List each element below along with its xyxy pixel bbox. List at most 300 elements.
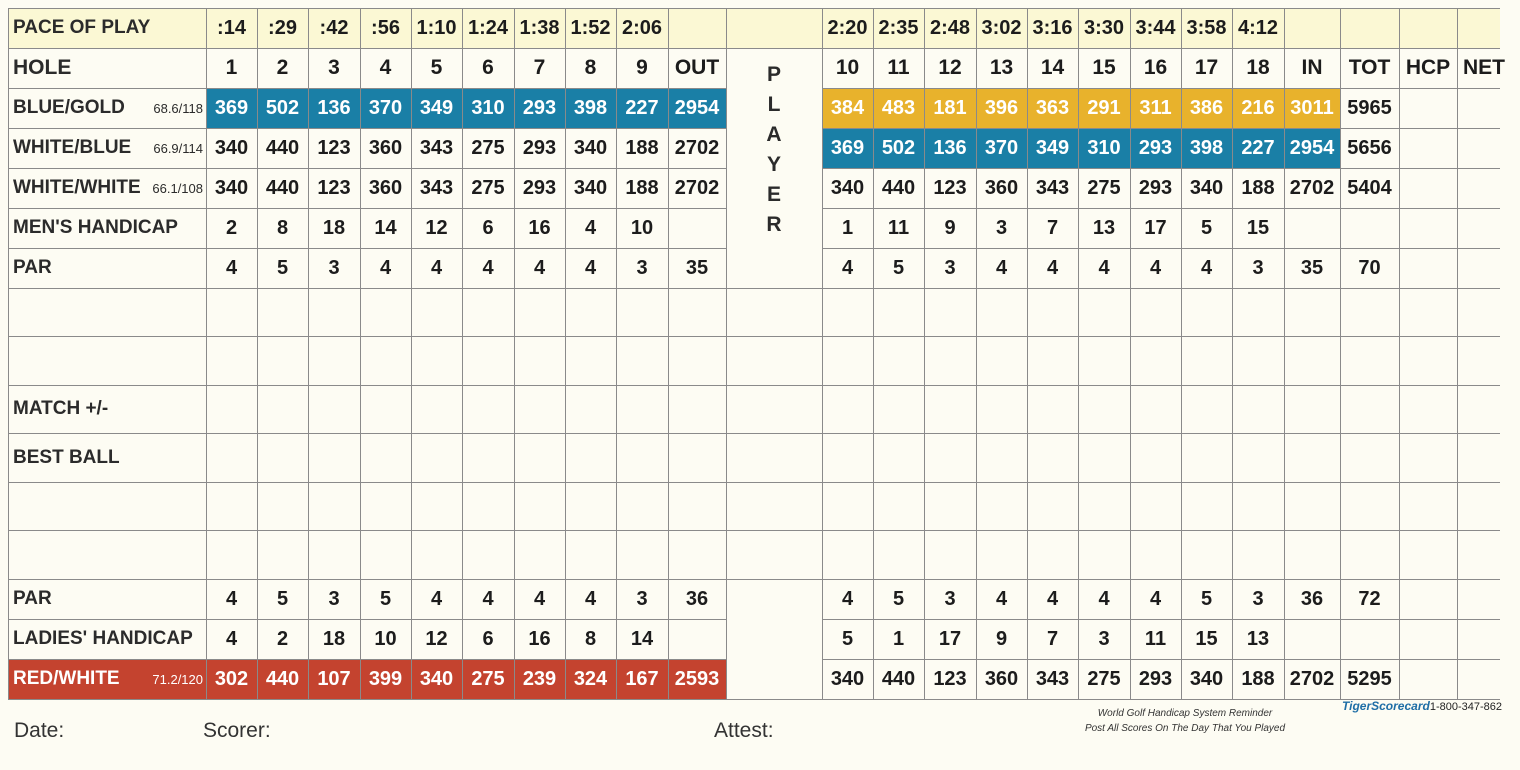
cell-best-ball-hole-15 xyxy=(1078,434,1130,483)
cell-par-ladies-hole-8: 4 xyxy=(584,587,597,610)
cell-pace-hole-5: 1:10 xyxy=(416,16,457,39)
cell-white-white-hole-13: 360 xyxy=(984,176,1019,199)
cell-par-men-hole-3: 3 xyxy=(328,256,340,279)
grid-line xyxy=(257,8,258,699)
cell-player-4-hole-11 xyxy=(873,531,924,580)
cell-best-ball-tot xyxy=(1340,434,1399,483)
cell-player-1-hole-14 xyxy=(1027,288,1078,337)
cell-player-1-hole-17 xyxy=(1181,288,1232,337)
grid-line xyxy=(514,8,515,699)
cell-white-blue-hcp xyxy=(1399,128,1457,168)
cell-player-1-tot xyxy=(1340,288,1399,337)
grid-line xyxy=(8,88,726,89)
cell-mens-hcp-hole-16: 17 xyxy=(1144,216,1167,239)
cell-white-blue-hole-12: 136 xyxy=(924,128,976,168)
cell-player-3-hole-10 xyxy=(822,482,873,531)
cell-ladies-hcp-hole-10: 5 xyxy=(841,627,854,650)
row-label-text: MEN'S HANDICAP xyxy=(13,217,178,238)
cell-match-net xyxy=(1457,385,1520,434)
cell-hole-hcp: HCP xyxy=(1405,56,1451,79)
cell-ladies-hcp-hcp xyxy=(1399,619,1457,659)
cell-par-men-hole-13: 4 xyxy=(995,256,1008,279)
row-label-player-3 xyxy=(8,482,206,531)
row-label-white-blue xyxy=(8,128,206,168)
player-letter: A xyxy=(766,123,782,146)
cell-mens-hcp-hole-7: 16 xyxy=(528,216,551,239)
cell-red-white-hole-5: 340 xyxy=(411,659,462,699)
cell-player-2-hole-18 xyxy=(1232,337,1284,386)
cell-mens-hcp-hole-1: 2 xyxy=(225,216,238,239)
cell-par-ladies-tot: 72 xyxy=(1358,587,1381,610)
cell-match-hole-18 xyxy=(1232,385,1284,434)
cell-blue-gold-hole-12: 181 xyxy=(924,88,976,128)
cell-player-2-hole-7 xyxy=(514,337,565,386)
cell-player-4-hole-12 xyxy=(924,531,976,580)
cell-player-1-out xyxy=(668,288,726,337)
row-label-white-white xyxy=(8,168,206,208)
cell-player-4-hole-9 xyxy=(616,531,668,580)
player-letter: P xyxy=(766,63,781,86)
cell-player-4-hole-5 xyxy=(411,531,462,580)
row-label-blue-gold xyxy=(8,88,206,128)
brand-phone: 1-800-347-862 xyxy=(1429,701,1502,713)
cell-best-ball-hole-11 xyxy=(873,434,924,483)
cell-hole-tot: TOT xyxy=(1348,56,1391,79)
cell-par-men-hole-16: 4 xyxy=(1149,256,1162,279)
cell-blue-gold-hole-14: 363 xyxy=(1027,88,1078,128)
grid-line xyxy=(8,619,726,620)
cell-blue-gold-hole-3: 136 xyxy=(308,88,360,128)
cell-par-men-hole-7: 4 xyxy=(533,256,546,279)
cell-match-in xyxy=(1284,385,1340,434)
cell-hole-hole-11: 11 xyxy=(887,56,910,79)
cell-blue-gold-hole-6: 310 xyxy=(462,88,514,128)
row-label-text: WHITE/BLUE xyxy=(13,137,132,158)
cell-player-2-hole-2 xyxy=(257,337,308,386)
cell-player-3-in xyxy=(1284,482,1340,531)
row-label-mens-hcp xyxy=(8,208,206,248)
cell-white-blue-hole-2: 440 xyxy=(265,136,300,159)
cell-ladies-hcp-hole-7: 16 xyxy=(528,627,551,650)
cell-mens-hcp-hole-4: 14 xyxy=(374,216,397,239)
cell-player-1-hole-2 xyxy=(257,288,308,337)
cell-pace-net xyxy=(1457,8,1520,48)
cell-pace-hole-7: 1:38 xyxy=(519,16,560,39)
row-label-text: PAR xyxy=(13,588,52,609)
cell-pace-hole-18: 4:12 xyxy=(1237,16,1279,39)
grid-line xyxy=(8,579,726,580)
cell-par-ladies-hole-10: 4 xyxy=(841,587,854,610)
row-label-text: LADIES' HANDICAP xyxy=(13,628,193,649)
cell-hole-hole-7: 7 xyxy=(533,56,546,79)
cell-pace-hole-16: 3:44 xyxy=(1135,16,1176,39)
cell-hole-hole-18: 18 xyxy=(1246,56,1270,79)
cell-player-4-hole-1 xyxy=(206,531,257,580)
grid-line xyxy=(8,659,726,660)
cell-player-2-hole-15 xyxy=(1078,337,1130,386)
cell-mens-hcp-hole-3: 18 xyxy=(322,216,346,239)
cell-pace-hole-15: 3:30 xyxy=(1083,16,1125,39)
cell-pace-hole-17: 3:58 xyxy=(1186,16,1227,39)
cell-pace-hole-9: 2:06 xyxy=(621,16,663,39)
row-label-hole xyxy=(8,48,206,88)
cell-player-2-hole-1 xyxy=(206,337,257,386)
cell-best-ball-hole-14 xyxy=(1027,434,1078,483)
cell-white-blue-hole-18: 227 xyxy=(1232,128,1284,168)
cell-match-hole-6 xyxy=(462,385,514,434)
cell-player-1-hole-15 xyxy=(1078,288,1130,337)
cell-hole-hole-10: 10 xyxy=(835,56,860,79)
cell-red-white-hole-17: 340 xyxy=(1189,667,1224,690)
cell-mens-hcp-out xyxy=(668,208,726,248)
cell-player-2-hole-12 xyxy=(924,337,976,386)
row-label-red-white xyxy=(8,659,206,699)
grid-line xyxy=(976,8,977,699)
cell-blue-gold-hole-10: 384 xyxy=(822,88,873,128)
grid-line xyxy=(8,168,726,169)
cell-mens-hcp-hole-13: 3 xyxy=(995,216,1008,239)
cell-player-1-hole-12 xyxy=(924,288,976,337)
grid-line xyxy=(726,482,822,483)
cell-red-white-in: 2702 xyxy=(1289,667,1335,690)
cell-player-2-hole-6 xyxy=(462,337,514,386)
cell-player-1-hole-7 xyxy=(514,288,565,337)
cell-best-ball-hole-9 xyxy=(616,434,668,483)
cell-red-white-hole-3: 107 xyxy=(308,659,360,699)
cell-mens-hcp-hole-9: 10 xyxy=(630,216,654,239)
cell-mens-hcp-hcp xyxy=(1399,208,1457,248)
cell-white-blue-hole-6: 275 xyxy=(471,136,505,159)
cell-hole-hole-16: 16 xyxy=(1143,56,1168,79)
cell-player-3-out xyxy=(668,482,726,531)
cell-par-men-in: 35 xyxy=(1300,256,1324,279)
cell-white-blue-hole-16: 293 xyxy=(1130,128,1181,168)
cell-player-1-hole-4 xyxy=(360,288,411,337)
cell-player-1-hole-3 xyxy=(308,288,360,337)
cell-red-white-hole-2: 440 xyxy=(257,659,308,699)
cell-best-ball-hole-16 xyxy=(1130,434,1181,483)
cell-white-blue-hole-3: 123 xyxy=(317,136,351,159)
cell-par-men-hole-12: 3 xyxy=(944,256,956,279)
cell-pace-hole-3: :42 xyxy=(319,16,349,39)
cell-blue-gold-hole-7: 293 xyxy=(514,88,565,128)
cell-red-white-hole-1: 302 xyxy=(206,659,257,699)
grid-line xyxy=(668,8,669,699)
cell-player-4-hole-16 xyxy=(1130,531,1181,580)
cell-white-blue-hole-13: 370 xyxy=(976,128,1027,168)
course-rating: 66.1/108 xyxy=(152,180,203,196)
cell-hole-in: IN xyxy=(1301,56,1323,79)
row-label-par-ladies xyxy=(8,579,206,619)
cell-red-white-hole-4: 399 xyxy=(360,659,411,699)
grid-line xyxy=(8,433,726,434)
cell-player-2-hcp xyxy=(1399,337,1457,386)
cell-ladies-hcp-hole-17: 15 xyxy=(1195,627,1218,650)
cell-mens-hcp-tot xyxy=(1340,208,1399,248)
cell-par-men-hole-8: 4 xyxy=(584,256,597,279)
cell-hole-hole-3: 3 xyxy=(328,56,340,79)
row-label-text: PACE OF PLAY xyxy=(13,17,151,38)
row-label-player-1 xyxy=(8,288,206,337)
grid-line xyxy=(726,8,822,9)
cell-player-2-hole-17 xyxy=(1181,337,1232,386)
cell-white-white-hole-4: 360 xyxy=(368,176,403,199)
cell-pace-hole-1: :14 xyxy=(217,16,246,39)
cell-player-4-hole-2 xyxy=(257,531,308,580)
cell-best-ball-hole-18 xyxy=(1232,434,1284,483)
cell-pace-hole-4: :56 xyxy=(371,16,400,39)
row-label-best-ball xyxy=(8,434,206,483)
cell-blue-gold-out: 2954 xyxy=(668,88,726,128)
cell-hole-hole-4: 4 xyxy=(379,56,392,79)
cell-player-3-hcp xyxy=(1399,482,1457,531)
player-letter: L xyxy=(767,93,781,116)
course-rating: 71.2/120 xyxy=(152,671,203,687)
cell-player-3-hole-17 xyxy=(1181,482,1232,531)
grid-line xyxy=(873,8,874,699)
cell-ladies-hcp-hole-6: 6 xyxy=(482,627,494,650)
cell-pace-hcp xyxy=(1399,8,1457,48)
row-label-player-4 xyxy=(8,531,206,580)
cell-player-1-hcp xyxy=(1399,288,1457,337)
row-label-pace xyxy=(8,8,206,48)
row-label-match xyxy=(8,385,206,434)
cell-player-4-hole-14 xyxy=(1027,531,1078,580)
cell-par-men-hole-17: 4 xyxy=(1200,256,1213,279)
cell-mens-hcp-hole-18: 15 xyxy=(1246,216,1270,239)
cell-ladies-hcp-net xyxy=(1457,619,1520,659)
cell-blue-gold-hole-16: 311 xyxy=(1130,88,1181,128)
cell-player-4-in xyxy=(1284,531,1340,580)
cell-best-ball-net xyxy=(1457,434,1520,483)
cell-par-ladies-hcp xyxy=(1399,579,1457,619)
cell-mens-hcp-hole-15: 13 xyxy=(1092,216,1116,239)
cell-white-blue-hole-8: 340 xyxy=(573,136,608,159)
grid-line xyxy=(726,48,822,49)
cell-match-hole-17 xyxy=(1181,385,1232,434)
cell-player-4-hole-3 xyxy=(308,531,360,580)
cell-white-blue-hole-14: 349 xyxy=(1027,128,1078,168)
cell-player-4-hole-7 xyxy=(514,531,565,580)
grid-line xyxy=(726,336,822,337)
cell-par-ladies-hole-16: 4 xyxy=(1149,587,1162,610)
cell-white-white-hole-7: 293 xyxy=(522,176,557,199)
cell-player-3-tot xyxy=(1340,482,1399,531)
cell-red-white-tot: 5295 xyxy=(1347,667,1392,690)
cell-white-white-hole-8: 340 xyxy=(573,176,608,199)
grid-line xyxy=(8,530,726,531)
cell-hole-hole-5: 5 xyxy=(430,56,443,79)
cell-hole-hole-13: 13 xyxy=(989,56,1014,79)
grid-line xyxy=(462,8,463,699)
cell-ladies-hcp-hole-12: 17 xyxy=(938,627,962,650)
cell-best-ball-hole-17 xyxy=(1181,434,1232,483)
cell-player-2-hole-16 xyxy=(1130,337,1181,386)
cell-white-white-out: 2702 xyxy=(674,176,720,199)
cell-white-blue-hole-15: 310 xyxy=(1078,128,1130,168)
cell-mens-hcp-hole-2: 8 xyxy=(276,216,289,239)
cell-pace-hole-13: 3:02 xyxy=(981,16,1022,39)
row-label-text: MATCH +/- xyxy=(13,398,109,420)
cell-match-hole-16 xyxy=(1130,385,1181,434)
cell-par-ladies-out: 36 xyxy=(685,587,709,610)
cell-pace-hole-2: :29 xyxy=(268,16,297,39)
cell-player-2-hole-4 xyxy=(360,337,411,386)
cell-pace-out xyxy=(668,8,726,48)
cell-hole-hole-1: 1 xyxy=(225,56,238,79)
row-label-text: BEST BALL xyxy=(13,446,120,468)
cell-player-3-hole-8 xyxy=(565,482,616,531)
cell-white-blue-hole-11: 502 xyxy=(873,128,924,168)
cell-mens-hcp-hole-14: 7 xyxy=(1046,216,1059,239)
grid-line xyxy=(1130,8,1131,699)
cell-player-4-hole-13 xyxy=(976,531,1027,580)
cell-match-out xyxy=(668,385,726,434)
cell-player-2-out xyxy=(668,337,726,386)
grid-line xyxy=(411,8,412,699)
cell-blue-gold-tot: 5965 xyxy=(1347,96,1392,119)
cell-player-4-hole-6 xyxy=(462,531,514,580)
cell-player-2-hole-10 xyxy=(822,337,873,386)
cell-player-1-hole-9 xyxy=(616,288,668,337)
cell-red-white-hcp xyxy=(1399,659,1457,699)
cell-par-men-hcp xyxy=(1399,248,1457,288)
cell-best-ball-hole-5 xyxy=(411,434,462,483)
cell-player-4-hole-17 xyxy=(1181,531,1232,580)
cell-ladies-hcp-hole-2: 2 xyxy=(276,627,289,650)
grid-line xyxy=(1027,8,1028,699)
cell-par-men-hole-5: 4 xyxy=(430,256,443,279)
cell-blue-gold-hole-17: 386 xyxy=(1181,88,1232,128)
cell-player-3-hole-5 xyxy=(411,482,462,531)
cell-mens-hcp-hole-8: 4 xyxy=(584,216,597,239)
cell-hole-hole-8: 8 xyxy=(584,56,597,79)
cell-player-3-hole-9 xyxy=(616,482,668,531)
cell-pace-in xyxy=(1284,8,1340,48)
cell-blue-gold-hole-2: 502 xyxy=(257,88,308,128)
player-letter: E xyxy=(766,183,781,206)
scorer-label: Scorer: xyxy=(203,719,271,742)
cell-white-white-hole-18: 188 xyxy=(1241,176,1275,199)
cell-red-white-hole-7: 239 xyxy=(514,659,565,699)
grid-line xyxy=(726,530,822,531)
cell-white-white-hcp xyxy=(1399,168,1457,208)
cell-player-1-hole-11 xyxy=(873,288,924,337)
cell-par-ladies-hole-9: 3 xyxy=(636,587,648,610)
cell-match-hcp xyxy=(1399,385,1457,434)
cell-white-white-hole-15: 275 xyxy=(1087,176,1121,199)
cell-white-white-hole-5: 343 xyxy=(419,176,454,199)
cell-match-hole-15 xyxy=(1078,385,1130,434)
row-label-text: WHITE/WHITE xyxy=(13,177,141,198)
brand-logo xyxy=(1342,699,1502,713)
row-label-text: BLUE/GOLD xyxy=(13,97,125,118)
cell-white-blue-hole-1: 340 xyxy=(214,136,249,159)
cell-red-white-hole-10: 340 xyxy=(830,667,865,690)
cell-best-ball-hole-7 xyxy=(514,434,565,483)
grid-line xyxy=(8,128,726,129)
cell-match-hole-3 xyxy=(308,385,360,434)
cell-player-3-hole-1 xyxy=(206,482,257,531)
cell-par-men-hole-15: 4 xyxy=(1098,256,1110,279)
attest-label: Attest: xyxy=(714,719,774,742)
cell-player-1-hole-13 xyxy=(976,288,1027,337)
cell-player-2-hole-3 xyxy=(308,337,360,386)
reminder-line-2: Post All Scores On The Day That You Played xyxy=(1084,723,1286,734)
grid-line xyxy=(726,385,822,386)
cell-player-4-out xyxy=(668,531,726,580)
cell-par-men-hole-1: 4 xyxy=(225,256,238,279)
cell-white-blue-hole-4: 360 xyxy=(368,136,403,159)
cell-best-ball-hole-10 xyxy=(822,434,873,483)
cell-white-white-hole-16: 293 xyxy=(1138,176,1173,199)
cell-ladies-hcp-hole-18: 13 xyxy=(1246,627,1270,650)
cell-par-men-hole-14: 4 xyxy=(1046,256,1059,279)
cell-player-4-hole-8 xyxy=(565,531,616,580)
cell-white-blue-out: 2702 xyxy=(674,136,720,159)
cell-par-ladies-hole-14: 4 xyxy=(1046,587,1059,610)
cell-mens-hcp-hole-6: 6 xyxy=(482,216,494,239)
player-letter: Y xyxy=(766,153,781,176)
grid-line xyxy=(1399,8,1400,699)
cell-best-ball-hole-12 xyxy=(924,434,976,483)
grid-line xyxy=(1340,8,1341,699)
cell-blue-gold-in: 3011 xyxy=(1284,88,1340,128)
cell-player-2-hole-13 xyxy=(976,337,1027,386)
cell-par-men-hole-4: 4 xyxy=(379,256,392,279)
cell-match-hole-1 xyxy=(206,385,257,434)
cell-white-blue-hole-10: 369 xyxy=(822,128,873,168)
cell-white-blue-hole-5: 343 xyxy=(419,136,454,159)
grid-line xyxy=(1181,8,1182,699)
cell-match-hole-5 xyxy=(411,385,462,434)
cell-par-men-hole-11: 5 xyxy=(892,256,905,279)
cell-white-white-in: 2702 xyxy=(1289,176,1335,199)
cell-player-3-hole-15 xyxy=(1078,482,1130,531)
cell-player-1-hole-18 xyxy=(1232,288,1284,337)
cell-red-white-hole-11: 440 xyxy=(881,667,916,690)
cell-par-ladies-hole-1: 4 xyxy=(225,587,238,610)
cell-pace-tot xyxy=(1340,8,1399,48)
cell-par-ladies-hole-4: 5 xyxy=(379,587,392,610)
cell-player-3-hole-14 xyxy=(1027,482,1078,531)
cell-player-1-in xyxy=(1284,288,1340,337)
cell-pace-hole-12: 2:48 xyxy=(929,16,971,39)
cell-player-4-hole-18 xyxy=(1232,531,1284,580)
cell-match-hole-10 xyxy=(822,385,873,434)
cell-player-4-tot xyxy=(1340,531,1399,580)
grid-line xyxy=(8,208,726,209)
cell-player-1-hole-10 xyxy=(822,288,873,337)
cell-white-white-hole-2: 440 xyxy=(265,176,300,199)
cell-mens-hcp-hole-5: 12 xyxy=(425,216,448,239)
cell-player-3-net xyxy=(1457,482,1520,531)
cell-mens-hcp-hole-17: 5 xyxy=(1200,216,1213,239)
handicap-reminder xyxy=(1080,706,1290,736)
cell-red-white-hole-18: 188 xyxy=(1241,667,1275,690)
cell-best-ball-hole-6 xyxy=(462,434,514,483)
grid-line xyxy=(616,8,617,699)
cell-player-3-hole-11 xyxy=(873,482,924,531)
cell-player-3-hole-4 xyxy=(360,482,411,531)
cell-white-blue-hole-17: 398 xyxy=(1181,128,1232,168)
cell-blue-gold-hole-15: 291 xyxy=(1078,88,1130,128)
cell-best-ball-hole-13 xyxy=(976,434,1027,483)
cell-white-white-hole-1: 340 xyxy=(214,176,249,199)
cell-par-ladies-in: 36 xyxy=(1300,587,1324,610)
cell-white-white-hole-12: 123 xyxy=(933,176,967,199)
cell-match-hole-7 xyxy=(514,385,565,434)
